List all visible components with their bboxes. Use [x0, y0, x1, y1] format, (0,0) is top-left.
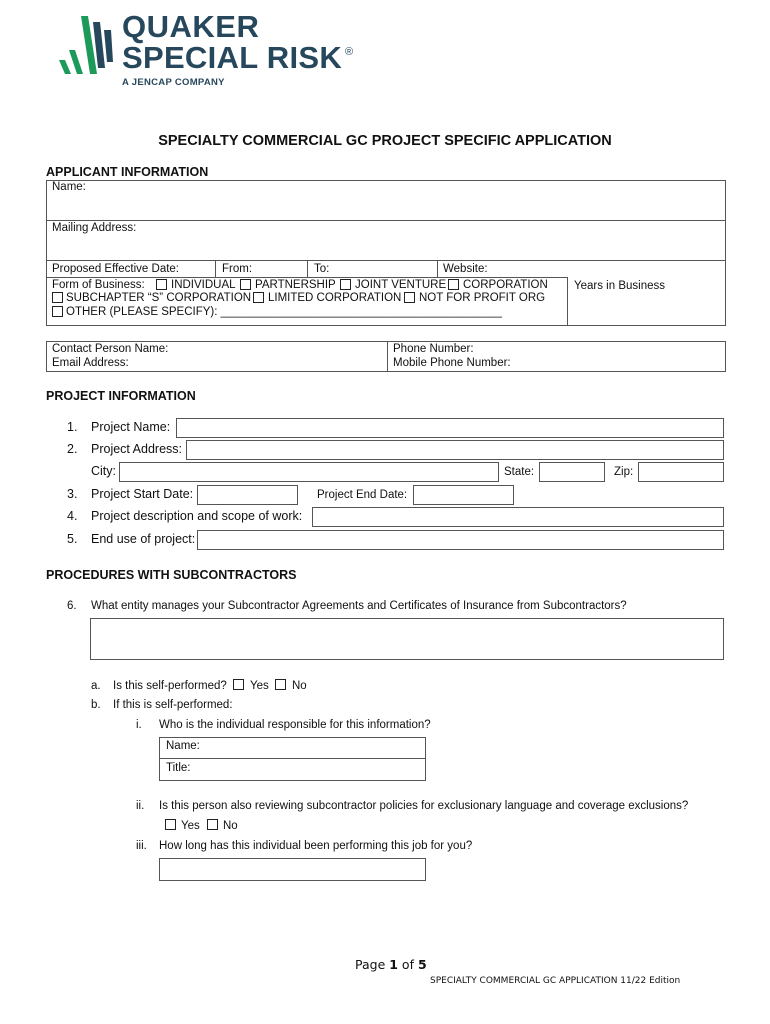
contact-person-label: Contact Person Name:: [52, 343, 169, 355]
website-label: Website:: [443, 263, 488, 275]
responsible-name-label: Name:: [166, 740, 200, 752]
llc-checkbox[interactable]: [253, 292, 264, 303]
joint-venture-checkbox[interactable]: [340, 279, 351, 290]
self-performed-question: Is this self-performed?: [113, 680, 227, 692]
self-performed-no-label: No: [292, 680, 307, 692]
nonprofit-checkbox[interactable]: [404, 292, 415, 303]
page-of: of: [397, 957, 418, 972]
project-name-field[interactable]: [176, 418, 724, 438]
llc-label: LIMITED CORPORATION: [268, 292, 402, 304]
duration-answer-field[interactable]: [159, 858, 426, 881]
joint-venture-label: JOINT VENTURE: [355, 279, 447, 291]
email-label: Email Address:: [52, 357, 129, 369]
project-end-field[interactable]: [413, 485, 514, 505]
self-performed-no-checkbox[interactable]: [275, 679, 286, 690]
item-number-2: 2.: [67, 442, 78, 456]
nonprofit-label: NOT FOR PROFIT ORG: [419, 292, 546, 304]
logo-registered: ®: [345, 46, 354, 58]
logo-line2: SPECIAL RISK: [122, 40, 343, 75]
form-of-business-label: Form of Business:: [52, 279, 145, 291]
self-performed-yes-label: Yes: [250, 680, 269, 692]
item-number-4: 4.: [67, 509, 78, 523]
other-checkbox[interactable]: [52, 306, 63, 317]
project-description-field[interactable]: [312, 507, 724, 527]
project-name-label: Project Name:: [91, 420, 171, 434]
item-a-marker: a.: [91, 680, 101, 692]
reviewing-policies-question: Is this person also reviewing subcontractor policies for exclusionary language and coverage exclusions?: [159, 800, 689, 812]
logo-mark-icon: [55, 12, 117, 76]
project-description-label: Project description and scope of work:: [91, 509, 303, 523]
item-ii-marker: ii.: [136, 800, 145, 812]
item-b-marker: b.: [91, 699, 101, 711]
project-address-field[interactable]: [186, 440, 724, 460]
individual-label: INDIVIDUAL: [171, 279, 236, 291]
from-label: From:: [222, 263, 253, 275]
item-number-6: 6.: [67, 600, 77, 612]
responsible-individual-question: Who is the individual responsible for this information?: [159, 719, 431, 731]
project-start-field[interactable]: [197, 485, 298, 505]
subchapter-s-checkbox[interactable]: [52, 292, 63, 303]
subcontractors-heading: PROCEDURES WITH SUBCONTRACTORS: [46, 568, 297, 582]
state-field[interactable]: [539, 462, 605, 482]
reviewing-yes-label: Yes: [181, 820, 200, 832]
phone-label: Phone Number:: [393, 343, 474, 355]
page-current: 1: [389, 957, 398, 972]
question-6-answer-field[interactable]: [90, 618, 724, 660]
question-6-text: What entity manages your Subcontractor Agreements and Certificates of Insurance from Subcontractors?: [91, 600, 627, 612]
page-title: SPECIALTY COMMERCIAL GC PROJECT SPECIFIC APPLICATION: [158, 133, 612, 149]
partnership-label: PARTNERSHIP: [255, 279, 336, 291]
to-label: To:: [314, 263, 330, 275]
zip-field[interactable]: [638, 462, 724, 482]
item-i-marker: i.: [136, 719, 142, 731]
corporation-label: CORPORATION: [463, 279, 548, 291]
reviewing-no-label: No: [223, 820, 238, 832]
years-in-business-label: Years in Business: [574, 280, 665, 292]
duration-question: How long has this individual been performing this job for you?: [159, 840, 473, 852]
item-number-5: 5.: [67, 532, 78, 546]
corporation-checkbox[interactable]: [448, 279, 459, 290]
reviewing-no-checkbox[interactable]: [207, 819, 218, 830]
logo-line1: QUAKER: [122, 9, 260, 44]
end-use-label: End use of project:: [91, 532, 196, 546]
applicant-heading: APPLICANT INFORMATION: [46, 165, 209, 179]
item-number-1: 1.: [67, 420, 78, 434]
other-label: OTHER (PLEASE SPECIFY): ____________________________________________: [66, 306, 503, 318]
item-iii-marker: iii.: [136, 840, 147, 852]
mobile-label: Mobile Phone Number:: [393, 357, 511, 369]
subchapter-s-label: SUBCHAPTER “S” CORPORATION: [66, 292, 252, 304]
edition-label: SPECIALTY COMMERCIAL GC APPLICATION 11/22 Edition: [430, 976, 681, 986]
mailing-address-label: Mailing Address:: [52, 222, 137, 234]
name-label: Name:: [52, 181, 86, 193]
partnership-checkbox[interactable]: [240, 279, 251, 290]
zip-label: Zip:: [614, 466, 634, 478]
project-heading: PROJECT INFORMATION: [46, 389, 196, 403]
responsible-title-label: Title:: [166, 762, 191, 774]
city-field[interactable]: [119, 462, 499, 482]
city-label: City:: [91, 464, 116, 478]
individual-checkbox[interactable]: [156, 279, 167, 290]
logo-tagline: A JENCAP COMPANY: [122, 77, 225, 88]
page-prefix: Page: [355, 957, 390, 972]
effective-date-label: Proposed Effective Date:: [52, 263, 179, 275]
if-self-performed-label: If this is self-performed:: [113, 699, 233, 711]
project-address-label: Project Address:: [91, 442, 183, 456]
project-start-label: Project Start Date:: [91, 487, 194, 501]
state-label: State:: [504, 466, 535, 478]
reviewing-yes-checkbox[interactable]: [165, 819, 176, 830]
end-use-field[interactable]: [197, 530, 724, 550]
project-end-label: Project End Date:: [317, 489, 408, 501]
page-total: 5: [417, 957, 427, 972]
self-performed-yes-checkbox[interactable]: [233, 679, 244, 690]
item-number-3: 3.: [67, 487, 78, 501]
company-logo: [55, 10, 365, 90]
page-number: [355, 957, 427, 972]
